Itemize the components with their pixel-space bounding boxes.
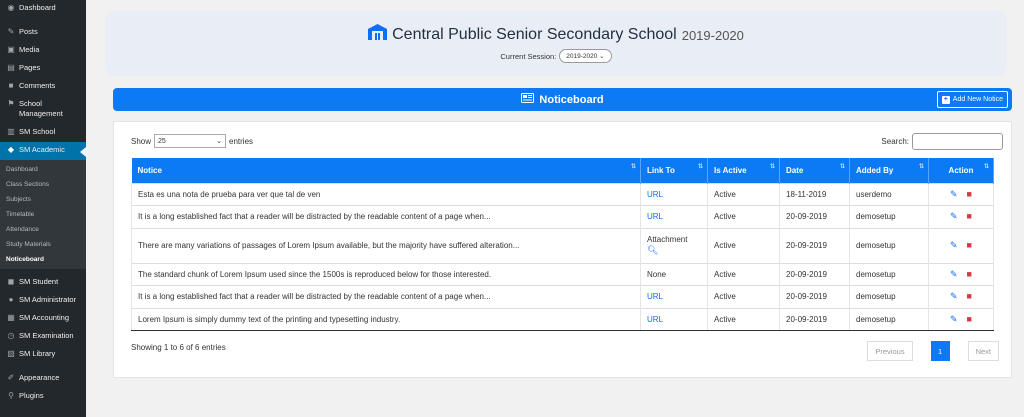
column-header-is-active[interactable]: Is Active ⇅ [708,158,780,183]
added-by-cell: demosetup [850,206,929,229]
admin-sidebar [0,0,86,417]
table-header-row [132,158,994,183]
trash-icon[interactable]: ■ [966,240,972,250]
link-cell: None [641,263,708,286]
next-page-button[interactable]: Next [968,341,999,361]
date-cell: 18-11-2019 [780,183,850,206]
added-by-cell: demosetup [850,263,929,286]
search-icon[interactable]: 🔍︎ [647,245,659,255]
sort-icon: ⇅ [630,164,636,170]
submenu-item-dashboard[interactable]: Dashboard [6,166,38,173]
notice-cell: There are many variations of passages of Lorem Ipsum available, but the majority have suffered alteration... [132,228,641,263]
session-row [105,49,1007,63]
action-cell [929,206,994,229]
submenu-item-attendance[interactable]: Attendance [6,226,39,233]
entries-length: Show 25 ⌄ entries [131,134,253,148]
search-input[interactable] [912,133,1003,150]
sidebar-item-sm-library[interactable]: ▧ SM Library [7,349,56,358]
sm-academic-submenu [0,160,86,269]
sidebar-item-sm-examination[interactable]: ◷ SM Examination [7,331,74,340]
table-row [132,286,994,309]
plugins-icon: ⚲ [8,391,14,400]
table-row [132,206,994,229]
page-title [105,24,1007,45]
edit-icon[interactable]: ✎ [950,291,958,302]
link-cell [641,206,708,229]
attachment-label: Attachment [647,235,688,244]
date-cell: 20-09-2019 [780,286,850,309]
chevron-down-icon: ⌄ [216,138,223,145]
table-row [132,183,994,206]
column-header-action[interactable]: Action ⇅ [929,158,994,183]
notice-link[interactable]: URL [647,314,664,324]
graduation-cap-icon: ◆ [7,145,15,154]
added-by-cell: demosetup [850,308,929,331]
comments-icon: ■ [8,81,14,90]
column-header-link-to[interactable]: Link To ⇅ [641,158,708,183]
pages-icon: ▤ [7,63,15,72]
active-cell: Active [708,308,780,331]
date-cell: 20-09-2019 [780,263,850,286]
action-cell [929,183,994,206]
edit-icon[interactable]: ✎ [950,211,958,222]
link-cell [641,183,708,206]
submenu-item-timetable[interactable]: Timetable [6,211,35,218]
dashboard-icon: ◉ [7,3,15,12]
admin-icon: ● [8,295,14,304]
trash-icon[interactable]: ■ [966,313,972,324]
table-info: Showing 1 to 6 of 6 entries [131,343,226,352]
sm-school-icon: ▥ [7,127,15,136]
edit-icon[interactable]: ✎ [950,268,958,279]
table-search: Search: [881,133,1003,150]
notice-cell: It is a long established fact that a reader will be distracted by the readable content of a page when... [132,286,641,309]
action-cell [929,263,994,286]
school-year: 2019-2020 [681,28,744,43]
sort-icon: ⇅ [983,164,989,170]
table-row [132,263,994,286]
pagination [863,341,999,361]
edit-icon[interactable]: ✎ [950,188,958,199]
active-cell: Active [708,263,780,286]
notice-link[interactable]: URL [647,189,664,199]
chevron-down-icon: ⌄ [599,53,605,60]
sidebar-item-sm-academic[interactable]: ◆ SM Academic [0,142,86,160]
entries-select[interactable]: 25 ⌄ [154,134,226,148]
trash-icon[interactable]: ■ [966,188,972,199]
sidebar-item-plugins[interactable]: ⚲ Plugins [0,388,86,406]
action-cell [929,228,994,263]
session-label: Current Session: [500,51,557,61]
previous-page-button[interactable]: Previous [867,341,912,361]
submenu-item-subjects[interactable]: Subjects [6,196,31,203]
column-header-date[interactable]: Date ⇅ [780,158,850,183]
sort-icon: ⇅ [839,164,845,170]
table-row [132,308,994,331]
sidebar-item-school-management[interactable]: ⚑ School Management [7,99,63,118]
table-row [132,228,994,263]
student-icon: ◼ [7,277,15,286]
notice-cell: It is a long established fact that a reader will be distracted by the readable content of a page when... [132,206,641,229]
notice-table-card [113,121,1012,378]
sort-icon: ⇅ [697,164,703,170]
sidebar-item-appearance[interactable]: ✐ Appearance [7,373,60,382]
sidebar-item-comments[interactable]: ■ Comments [0,78,86,96]
school-logo-icon [368,24,387,45]
notice-cell: The standard chunk of Lorem Ipsum used since the 1500s is reproduced below for those interested. [132,263,641,286]
link-cell [641,308,708,331]
page-1-button[interactable]: 1 [931,341,950,361]
sidebar-item-sm-school[interactable]: ▥ SM School [7,127,56,136]
active-cell: Active [708,206,780,229]
edit-icon[interactable]: ✎ [950,240,958,250]
notice-link[interactable]: URL [647,292,664,302]
sidebar-item-media[interactable]: ▣ Media [7,45,40,54]
school-name: Central Public Senior Secondary School [392,25,677,43]
notice-table [131,158,994,331]
sort-icon: ⇅ [769,164,775,170]
submenu-item-class-sections[interactable]: Class Sections [6,181,49,188]
appearance-icon: ✐ [7,373,15,382]
session-select[interactable]: 2019-2020 ⌄ [559,49,611,63]
plus-icon: + [943,95,948,103]
active-cell: Active [708,228,780,263]
pin-icon: ✎ [7,27,15,36]
add-new-notice-button[interactable]: + Add New Notice [937,91,1008,108]
date-cell: 20-09-2019 [780,206,850,229]
newspaper-icon [521,93,534,106]
media-icon: ▣ [7,45,15,54]
active-cell: Active [708,183,780,206]
submenu-item-noticeboard[interactable]: Noticeboard [6,256,44,263]
link-cell [641,228,708,263]
trash-icon[interactable]: ■ [966,268,972,279]
added-by-cell: demosetup [850,228,929,263]
column-header-notice[interactable]: Notice ⇅ [132,158,641,183]
noticeboard-title: Noticeboard [539,93,604,106]
sidebar-item-sm-student[interactable]: ◼ SM Student [7,277,59,286]
trash-icon[interactable]: ■ [966,211,972,222]
sidebar-item-sm-accounting[interactable]: ▦ SM Accounting [7,313,70,322]
submenu-item-study-materials[interactable]: Study Materials [6,241,51,248]
notice-cell: Esta es una nota de prueba para ver que tal de ven [132,183,641,206]
date-cell: 20-09-2019 [780,228,850,263]
sort-icon: ⇅ [918,164,924,170]
sidebar-item-posts[interactable]: ✎ Posts [7,27,38,36]
notice-cell: Lorem Ipsum is simply dummy text of the printing and typesetting industry. [132,308,641,331]
main-content [86,0,1024,417]
added-by-cell: userdemo [850,183,929,206]
date-cell: 20-09-2019 [780,308,850,331]
column-header-added-by[interactable]: Added By ⇅ [850,158,929,183]
exam-icon: ◷ [7,331,15,340]
active-cell: Active [708,286,780,309]
noticeboard-bar [113,88,1012,111]
library-icon: ▧ [7,349,15,358]
school-icon: ⚑ [7,99,15,108]
notice-link[interactable]: URL [647,212,664,222]
sidebar-item-sm-administrator[interactable]: ● SM Administrator [0,292,86,310]
edit-icon[interactable]: ✎ [950,313,958,324]
link-cell [641,286,708,309]
trash-icon[interactable]: ■ [966,291,972,302]
action-cell [929,308,994,331]
accounting-icon: ▦ [7,313,15,322]
sidebar-item-dashboard[interactable]: ◉ Dashboard [7,3,56,12]
sidebar-item-pages[interactable]: ▤ Pages [7,63,41,72]
added-by-cell: demosetup [850,286,929,309]
school-header [105,11,1007,76]
action-cell [929,286,994,309]
